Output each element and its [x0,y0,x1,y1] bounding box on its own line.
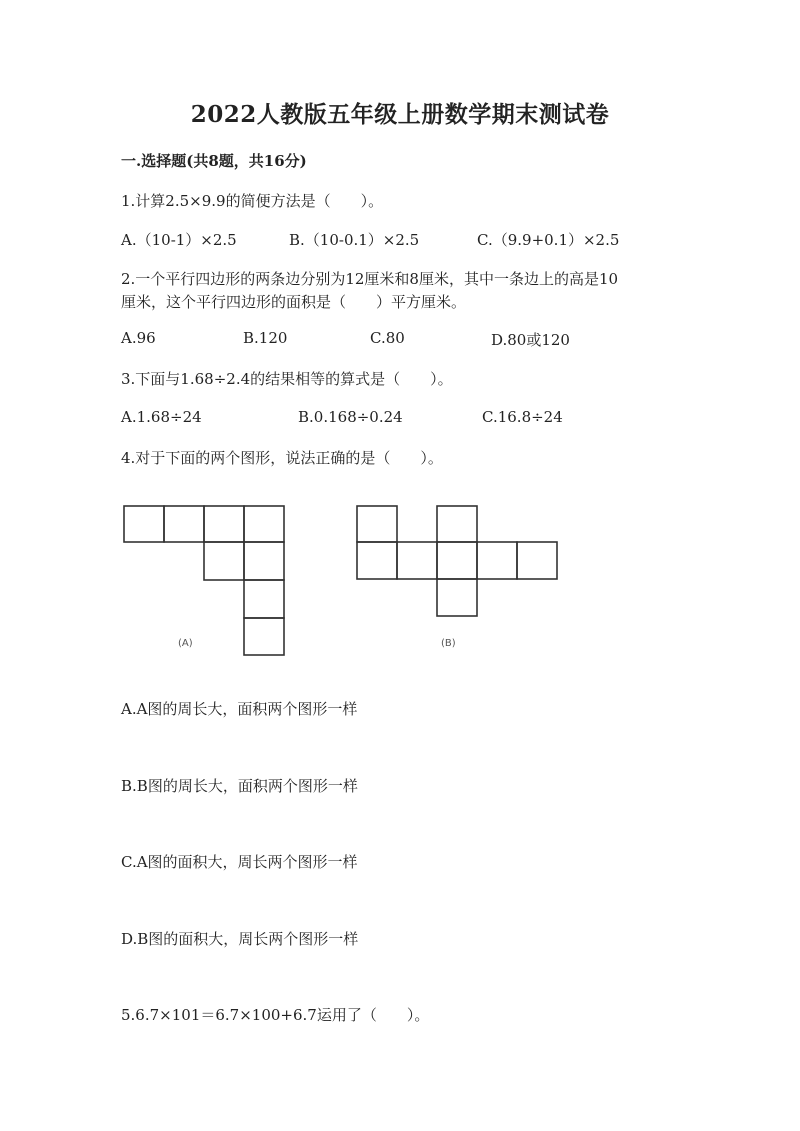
figure-a-square [244,580,284,618]
question-1-option-c: C.（9.9+0.1）×2.5 [477,231,620,249]
figure-b-square [397,542,437,579]
figure-a-square [204,542,244,580]
question-4-option-b: B.B图的周长大，面积两个图形一样 [121,777,358,795]
question-4-figures [120,498,570,663]
question-2-text-line2: 厘米，这个平行四边形的面积是（ ）平方厘米。 [121,293,467,311]
question-2-text-line1: 2.一个平行四边形的两条边分别为12厘米和8厘米，其中一条边上的高是10 [121,270,619,288]
figure-a-square [124,506,164,542]
figure-a-square [244,542,284,580]
figure-b [357,506,557,649]
question-5-text: 5.6.7×101＝6.7×100+6.7运用了（ ）。 [121,1006,430,1024]
figure-b-square [357,506,397,542]
question-4-option-d: D.B图的面积大，周长两个图形一样 [121,930,359,948]
figure-a-square [204,506,244,542]
question-4-text: 4.对于下面的两个图形，说法正确的是（ ）。 [121,449,443,467]
question-2-option-a: A.96 [121,329,156,347]
question-2-option-d: D.80或120 [491,331,570,349]
figure-b-label: (B) [441,638,456,649]
question-2-option-c: C.80 [370,329,405,347]
question-3-option-c: C.16.8÷24 [482,408,563,426]
question-1-option-b: B.（10-0.1）×2.5 [289,231,420,249]
question-2-option-b: B.120 [243,329,288,347]
page-title: 2022人教版五年级上册数学期末测试卷 [190,101,610,128]
figure-b-square [437,506,477,542]
figure-b-square [357,542,397,579]
figure-a-square [164,506,204,542]
figure-b-square [517,542,557,579]
figure-b-square [477,542,517,579]
question-4-option-a: A.A图的周长大，面积两个图形一样 [121,700,358,718]
question-3-option-a: A.1.68÷24 [121,408,202,426]
question-3-option-b: B.0.168÷0.24 [298,408,403,426]
question-1-text: 1.计算2.5×9.9的简便方法是（ ）。 [121,192,384,210]
figure-a [124,506,284,655]
figure-b-square [437,579,477,616]
question-4-option-c: C.A图的面积大，周长两个图形一样 [121,853,358,871]
figure-b-square [437,542,477,579]
section-heading: 一.选择题(共8题，共16分) [121,152,307,170]
figure-a-square [244,506,284,542]
figure-a-square [244,618,284,655]
figure-a-label: (A) [178,638,193,649]
question-1-option-a: A.（10-1）×2.5 [121,231,237,249]
question-3-text: 3.下面与1.68÷2.4的结果相等的算式是（ ）。 [121,370,453,388]
